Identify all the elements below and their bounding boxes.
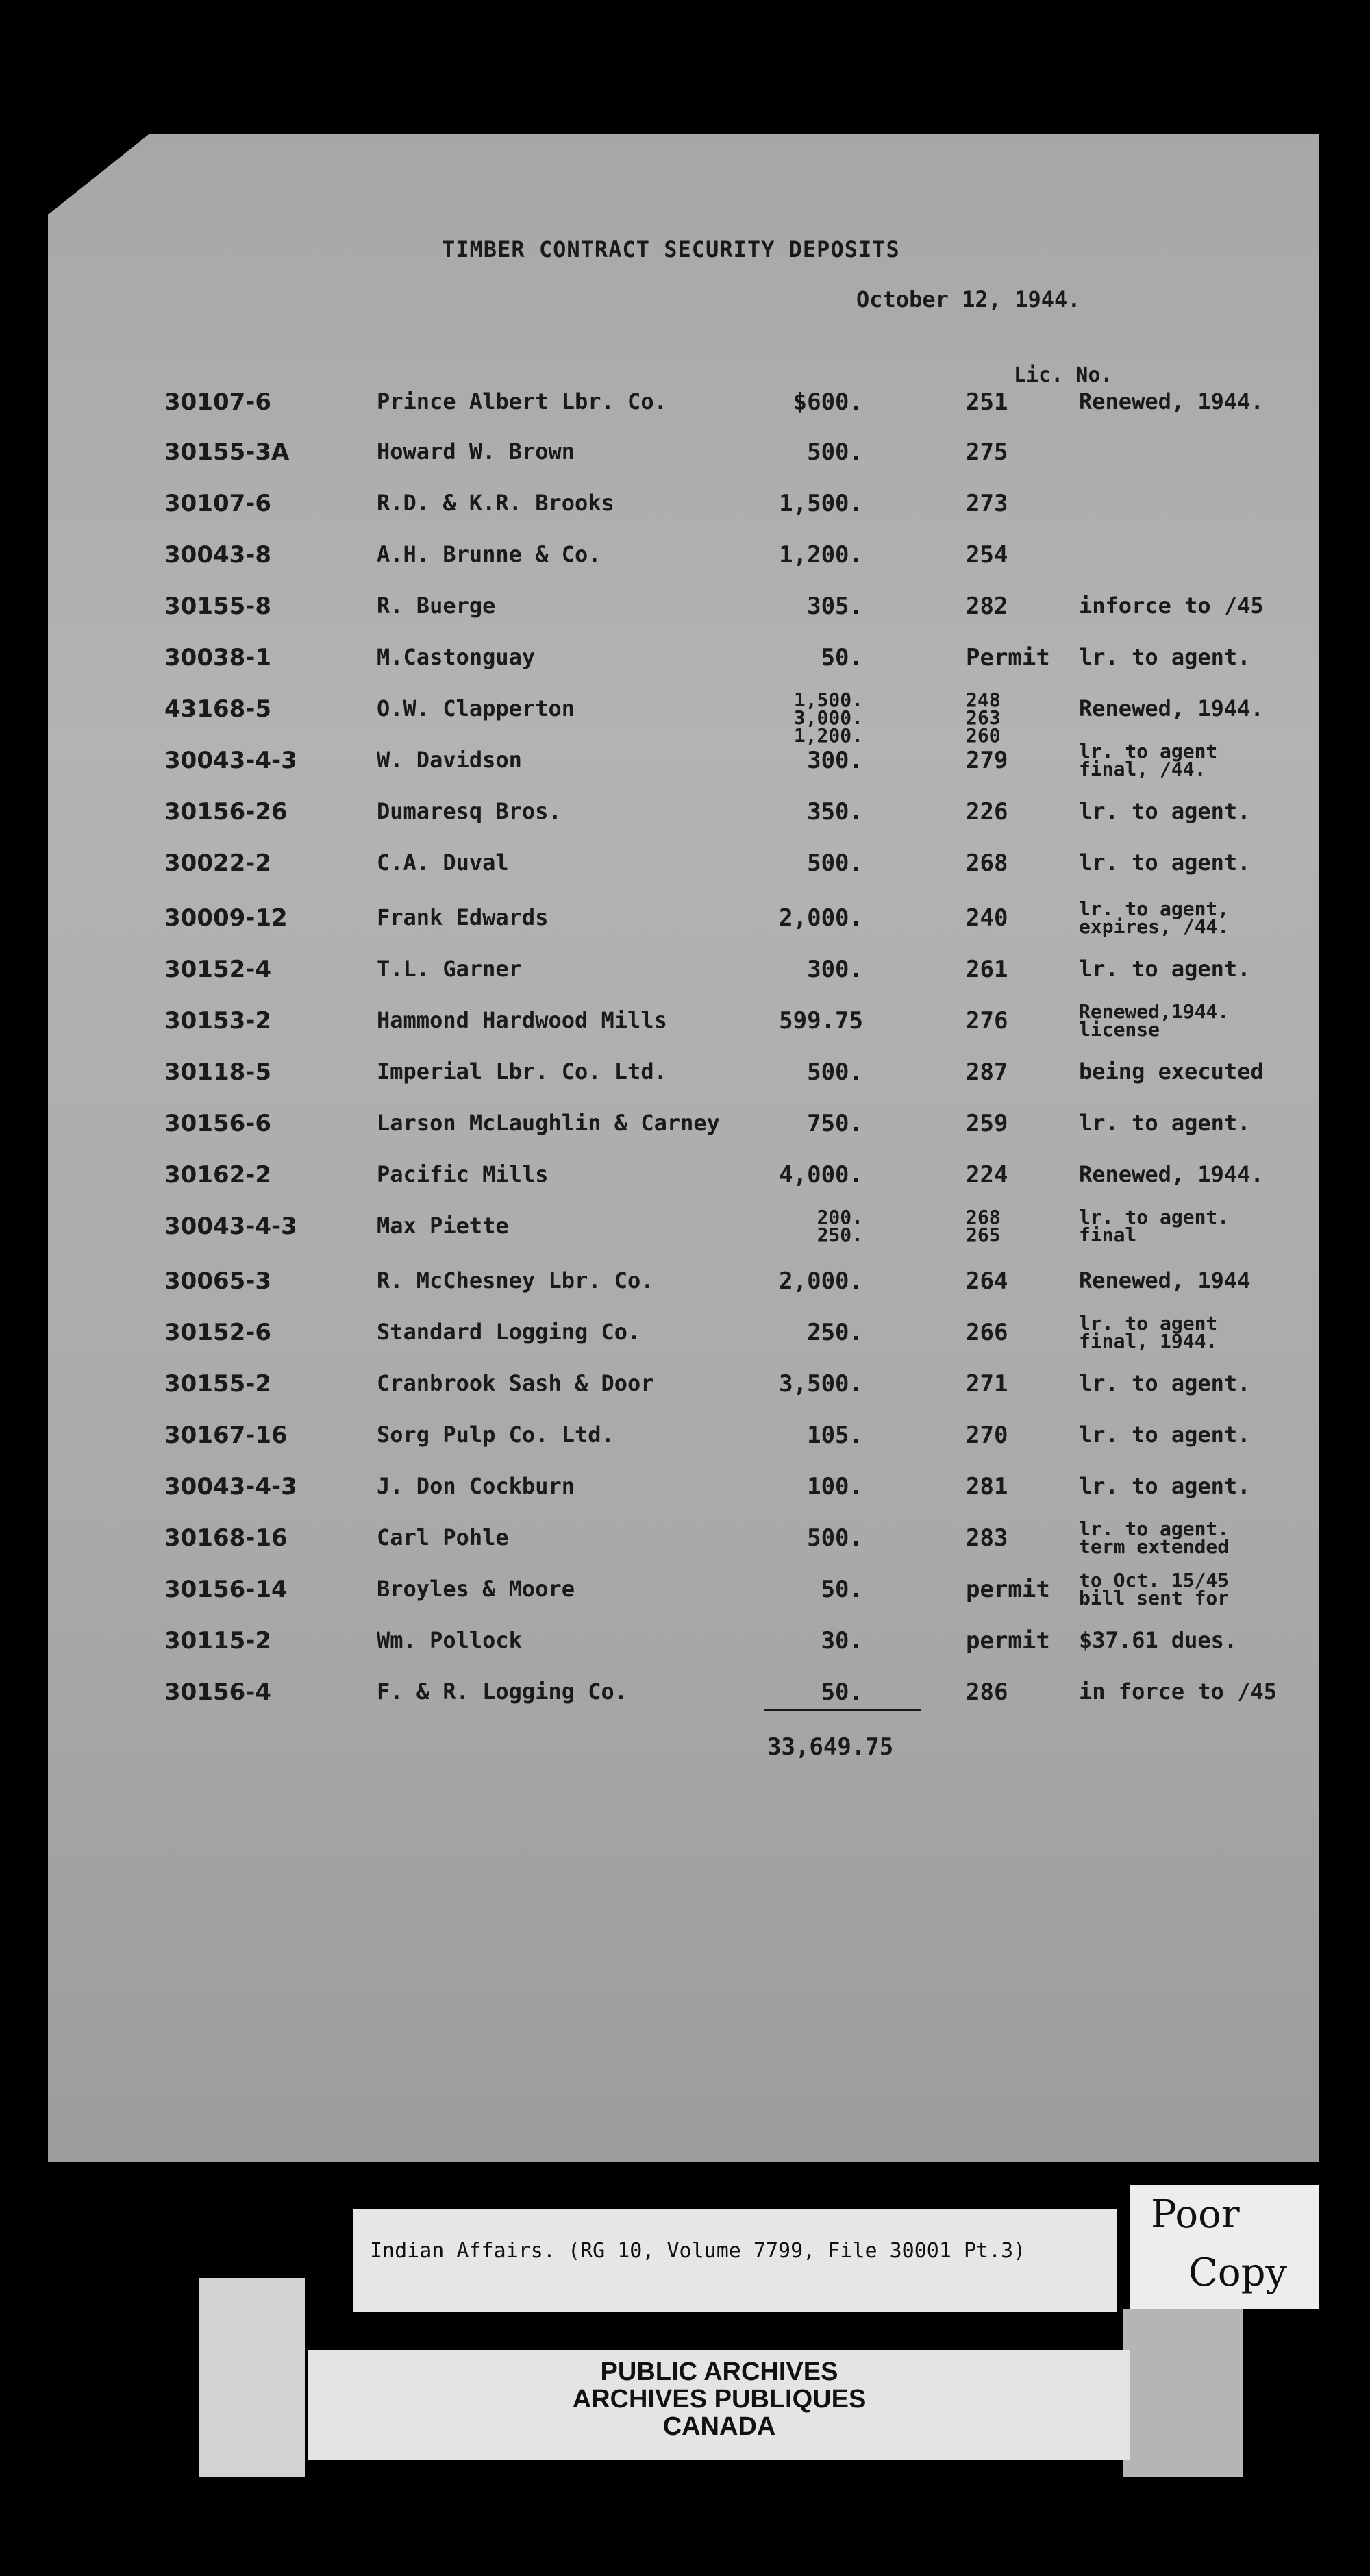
archives-line3: CANADA bbox=[662, 2412, 776, 2441]
file-number: 30156-26 bbox=[164, 798, 288, 826]
remark: lr. to agent, expires, /44. bbox=[1079, 897, 1230, 938]
deposit-amount: 50. bbox=[821, 1576, 863, 1603]
deposit-amount: 4,000. bbox=[779, 1161, 863, 1189]
company-name: Carl Pohle bbox=[377, 1524, 509, 1550]
license-number: 254 bbox=[966, 541, 1008, 569]
file-number: 30156-14 bbox=[164, 1576, 288, 1603]
remark: lr. to agent final, 1944. bbox=[1079, 1312, 1218, 1352]
company-name: F. & R. Logging Co. bbox=[377, 1679, 628, 1705]
table-row bbox=[0, 1518, 1370, 1565]
remark: lr. to agent. bbox=[1079, 1473, 1251, 1499]
file-number: 30155-2 bbox=[164, 1370, 272, 1398]
right-card-edge bbox=[1123, 2309, 1243, 2477]
remark: lr. to agent. term extended bbox=[1079, 1518, 1230, 1558]
remark: lr. to agent. bbox=[1079, 1422, 1251, 1448]
table-row bbox=[0, 850, 1370, 891]
file-number: 30107-6 bbox=[164, 490, 272, 517]
file-number: 30022-2 bbox=[164, 850, 272, 877]
file-number: 30043-8 bbox=[164, 541, 272, 569]
license-number: 268 bbox=[966, 850, 1008, 877]
deposit-amount: 1,200. bbox=[779, 541, 863, 569]
table-row bbox=[0, 956, 1370, 997]
file-number: 30156-6 bbox=[164, 1110, 272, 1137]
file-number: 30065-3 bbox=[164, 1267, 272, 1295]
left-card-edge bbox=[199, 2278, 305, 2477]
license-number: 240 bbox=[966, 904, 1008, 932]
table-row bbox=[0, 1000, 1370, 1048]
deposit-amount: 350. bbox=[807, 798, 863, 826]
remark: Renewed, 1944. bbox=[1079, 1161, 1264, 1187]
company-name: J. Don Cockburn bbox=[377, 1473, 575, 1499]
company-name: Howard W. Brown bbox=[377, 438, 575, 465]
deposit-amount: 599.75 bbox=[779, 1007, 863, 1035]
total-amount: 33,649.75 bbox=[767, 1733, 894, 1761]
remark: lr. to agent. bbox=[1079, 850, 1251, 876]
deposit-amount: 50. bbox=[821, 644, 863, 671]
company-name: W. Davidson bbox=[377, 747, 522, 773]
table-row bbox=[0, 1627, 1370, 1668]
remark: Renewed, 1944. bbox=[1079, 388, 1264, 414]
deposit-amount: 2,000. bbox=[779, 1267, 863, 1295]
poor-copy-line1: Poor bbox=[1151, 2192, 1240, 2237]
company-name: Hammond Hardwood Mills bbox=[377, 1007, 667, 1033]
remark: $37.61 dues. bbox=[1079, 1627, 1238, 1653]
table-row bbox=[0, 1267, 1370, 1309]
company-name: C.A. Duval bbox=[377, 850, 509, 876]
license-number: 264 bbox=[966, 1267, 1008, 1295]
file-number: 30118-5 bbox=[164, 1058, 272, 1086]
license-number: 248 263 260 bbox=[966, 689, 1001, 747]
table-row bbox=[0, 897, 1370, 945]
company-name: A.H. Brunne & Co. bbox=[377, 541, 601, 567]
company-name: Cranbrook Sash & Door bbox=[377, 1370, 654, 1396]
table-row bbox=[0, 1422, 1370, 1463]
license-number: 259 bbox=[966, 1110, 1008, 1137]
remark: lr. to agent final, /44. bbox=[1079, 740, 1218, 780]
license-number: 224 bbox=[966, 1161, 1008, 1189]
table-row bbox=[0, 1161, 1370, 1202]
remark: lr. to agent. bbox=[1079, 798, 1251, 824]
company-name: T.L. Garner bbox=[377, 956, 522, 982]
license-number: 268 265 bbox=[966, 1206, 1001, 1246]
table-row bbox=[0, 1473, 1370, 1514]
file-number: 43168-5 bbox=[164, 695, 272, 723]
table-row bbox=[0, 1058, 1370, 1100]
remark: Renewed, 1944 bbox=[1079, 1267, 1251, 1293]
file-number: 30156-4 bbox=[164, 1679, 272, 1706]
license-number: 251 bbox=[966, 388, 1008, 416]
license-number: 261 bbox=[966, 956, 1008, 983]
file-number: 30153-2 bbox=[164, 1007, 272, 1035]
license-number: permit bbox=[966, 1627, 1050, 1655]
archives-line2: ARCHIVES PUBLIQUES bbox=[572, 2385, 867, 2414]
remark: Renewed, 1944. bbox=[1079, 695, 1264, 721]
table-row bbox=[0, 541, 1370, 582]
table-row bbox=[0, 798, 1370, 839]
company-name: R. Buerge bbox=[377, 593, 496, 619]
deposit-amount: 305. bbox=[807, 593, 863, 620]
deposit-amount: 500. bbox=[807, 1058, 863, 1086]
company-name: Max Piette bbox=[377, 1213, 509, 1239]
table-row bbox=[0, 1370, 1370, 1411]
deposit-amount: 500. bbox=[807, 1524, 863, 1552]
company-name: Sorg Pulp Co. Ltd. bbox=[377, 1422, 614, 1448]
document-title: TIMBER CONTRACT SECURITY DEPOSITS bbox=[442, 236, 900, 262]
deposit-amount: 300. bbox=[807, 956, 863, 983]
license-number: 270 bbox=[966, 1422, 1008, 1449]
remark: lr. to agent. bbox=[1079, 956, 1251, 982]
company-name: Pacific Mills bbox=[377, 1161, 549, 1187]
file-number: 30115-2 bbox=[164, 1627, 272, 1655]
deposit-amount: 50. bbox=[821, 1679, 863, 1706]
archives-line1: PUBLIC ARCHIVES bbox=[600, 2357, 838, 2386]
table-row bbox=[0, 1679, 1370, 1720]
file-number: 30043-4-3 bbox=[164, 1473, 297, 1500]
deposit-amount: $600. bbox=[793, 388, 863, 416]
file-number: 30009-12 bbox=[164, 904, 288, 932]
company-name: O.W. Clapperton bbox=[377, 695, 575, 721]
table-row bbox=[0, 1206, 1370, 1254]
company-name: Frank Edwards bbox=[377, 904, 549, 930]
company-name: Standard Logging Co. bbox=[377, 1319, 641, 1345]
deposit-amount: 100. bbox=[807, 1473, 863, 1500]
license-number: 287 bbox=[966, 1058, 1008, 1086]
company-name: Broyles & Moore bbox=[377, 1576, 575, 1602]
remark: Renewed,1944. license bbox=[1079, 1000, 1230, 1041]
remark: inforce to /45 bbox=[1079, 593, 1264, 619]
archives-stamp bbox=[308, 2350, 1130, 2460]
file-number: 30152-4 bbox=[164, 956, 272, 983]
table-row bbox=[0, 388, 1370, 430]
file-number: 30038-1 bbox=[164, 644, 272, 671]
company-name: R. McChesney Lbr. Co. bbox=[377, 1267, 654, 1293]
remark: in force to /45 bbox=[1079, 1679, 1277, 1705]
archive-caption: Indian Affairs. (RG 10, Volume 7799, File 30001 Pt.3) bbox=[370, 2239, 1026, 2263]
license-number: 286 bbox=[966, 1679, 1008, 1706]
remark: lr. to agent. bbox=[1079, 1110, 1251, 1136]
poor-copy-line2: Copy bbox=[1188, 2251, 1288, 2295]
poor-copy-note bbox=[1130, 2185, 1319, 2309]
file-number: 30043-4-3 bbox=[164, 747, 297, 774]
company-name: Dumaresq Bros. bbox=[377, 798, 562, 824]
license-number-header: Lic. No. bbox=[1014, 363, 1113, 387]
deposit-amount: 105. bbox=[807, 1422, 863, 1449]
license-number: 279 bbox=[966, 747, 1008, 774]
table-row bbox=[0, 1569, 1370, 1617]
file-number: 30162-2 bbox=[164, 1161, 272, 1189]
license-number: 283 bbox=[966, 1524, 1008, 1552]
deposit-amount: 2,000. bbox=[779, 904, 863, 932]
deposit-amount: 300. bbox=[807, 747, 863, 774]
table-row bbox=[0, 689, 1370, 747]
remark: to Oct. 15/45 bill sent for bbox=[1079, 1569, 1230, 1609]
deposit-amount: 250. bbox=[807, 1319, 863, 1346]
table-row bbox=[0, 490, 1370, 531]
document-date: October 12, 1944. bbox=[856, 286, 1081, 312]
file-number: 30043-4-3 bbox=[164, 1213, 297, 1240]
deposit-amount: 200. 250. bbox=[817, 1206, 863, 1246]
file-number: 30155-8 bbox=[164, 593, 272, 620]
deposit-amount: 1,500. bbox=[779, 490, 863, 517]
remark: lr. to agent. final bbox=[1079, 1206, 1230, 1246]
table-row bbox=[0, 1110, 1370, 1151]
remark: lr. to agent. bbox=[1079, 644, 1251, 670]
license-number: 273 bbox=[966, 490, 1008, 517]
company-name: Prince Albert Lbr. Co. bbox=[377, 388, 667, 414]
license-number: permit bbox=[966, 1576, 1050, 1603]
company-name: Larson McLaughlin & Carney bbox=[377, 1110, 720, 1136]
table-row bbox=[0, 644, 1370, 685]
file-number: 30167-16 bbox=[164, 1422, 288, 1449]
company-name: R.D. & K.R. Brooks bbox=[377, 490, 614, 516]
file-number: 30152-6 bbox=[164, 1319, 272, 1346]
table-row bbox=[0, 593, 1370, 634]
license-number: 282 bbox=[966, 593, 1008, 620]
file-number: 30155-3A bbox=[164, 438, 290, 466]
license-number: 275 bbox=[966, 438, 1008, 466]
table-row bbox=[0, 438, 1370, 480]
deposit-amount: 30. bbox=[821, 1627, 863, 1655]
company-name: M.Castonguay bbox=[377, 644, 536, 670]
total-rule bbox=[764, 1709, 921, 1711]
company-name: Imperial Lbr. Co. Ltd. bbox=[377, 1058, 667, 1085]
deposit-amount: 500. bbox=[807, 438, 863, 466]
license-number: 266 bbox=[966, 1319, 1008, 1346]
remark: lr. to agent. bbox=[1079, 1370, 1251, 1396]
file-number: 30168-16 bbox=[164, 1524, 288, 1552]
file-number: 30107-6 bbox=[164, 388, 272, 416]
deposit-amount: 500. bbox=[807, 850, 863, 877]
license-number: 276 bbox=[966, 1007, 1008, 1035]
company-name: Wm. Pollock bbox=[377, 1627, 522, 1653]
deposit-amount: 750. bbox=[807, 1110, 863, 1137]
license-number: 281 bbox=[966, 1473, 1008, 1500]
license-number: 271 bbox=[966, 1370, 1008, 1398]
table-row bbox=[0, 740, 1370, 788]
license-number: Permit bbox=[966, 644, 1050, 671]
deposit-amount: 3,500. bbox=[779, 1370, 863, 1398]
table-row bbox=[0, 1312, 1370, 1360]
license-number: 226 bbox=[966, 798, 1008, 826]
remark: being executed bbox=[1079, 1058, 1264, 1085]
deposit-amount: 1,500. 3,000. 1,200. bbox=[793, 689, 863, 747]
